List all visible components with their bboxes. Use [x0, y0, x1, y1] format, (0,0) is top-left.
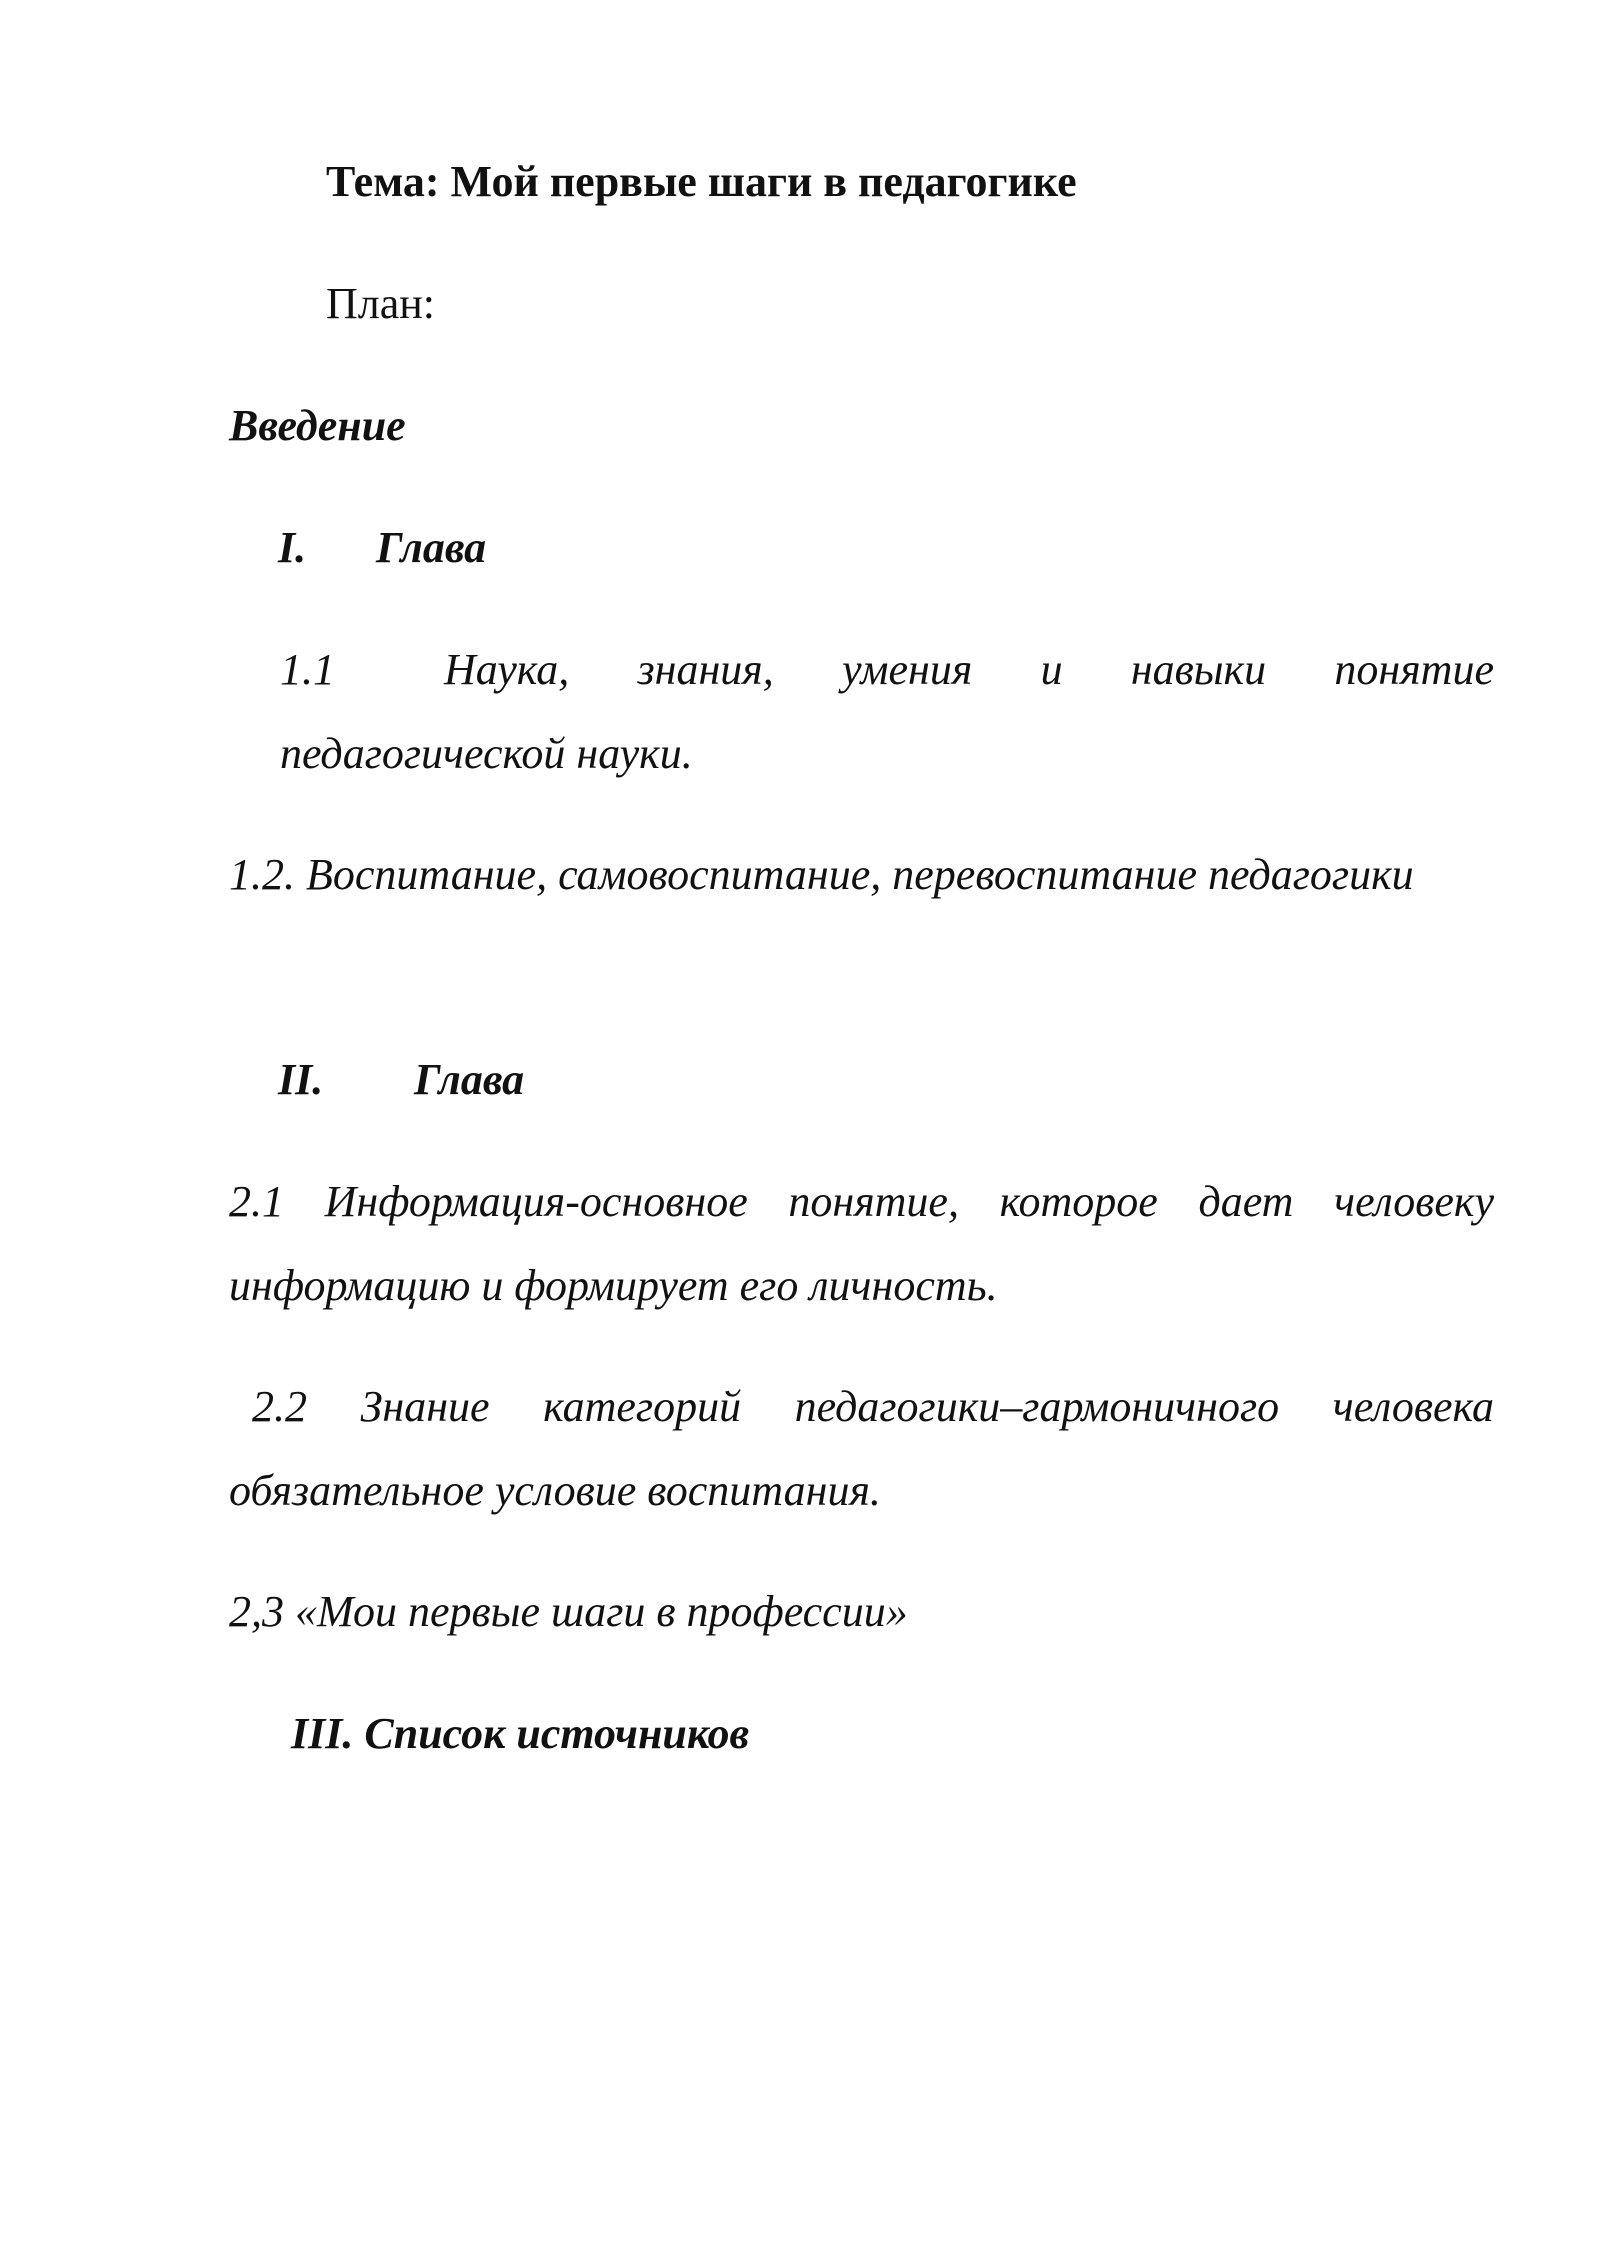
chapter-2-heading — [278, 1038, 525, 1122]
item-2-1: 2.1 Информация-основное понятие, которое дает человеку информацию и формирует его личность. — [229, 1177, 1494, 1310]
document-title: Тема: Мой первые шаги в педагогике — [326, 157, 1077, 206]
item-2-3: 2,3 «Мои первые шаги в профессии» — [229, 1587, 908, 1636]
chapter-1-numeral: I. — [278, 523, 307, 572]
chapter-1-heading — [278, 506, 487, 590]
chapter-2-label: Глава — [414, 1055, 525, 1104]
intro-heading: Введение — [229, 401, 406, 450]
item-1-1-text: Наука, знания, умения и навыки понятие педагогической науки. — [280, 645, 1494, 778]
item-1-1-number: 1.1 — [280, 645, 335, 694]
item-1-2: 1.2. Воспитание, самовоспитание, перевоспитание педагогики — [229, 850, 1414, 899]
sources-heading: III. Список источников — [291, 1709, 750, 1758]
item-2-2: 2.2 Знание категорий педагогики–гармоничного человека обязательное условие воспитания. — [229, 1382, 1494, 1515]
plan-label: План: — [326, 279, 436, 328]
item-1-1 — [280, 628, 1494, 796]
chapter-2-numeral: II. — [278, 1055, 324, 1104]
chapter-1-label: Глава — [376, 523, 487, 572]
